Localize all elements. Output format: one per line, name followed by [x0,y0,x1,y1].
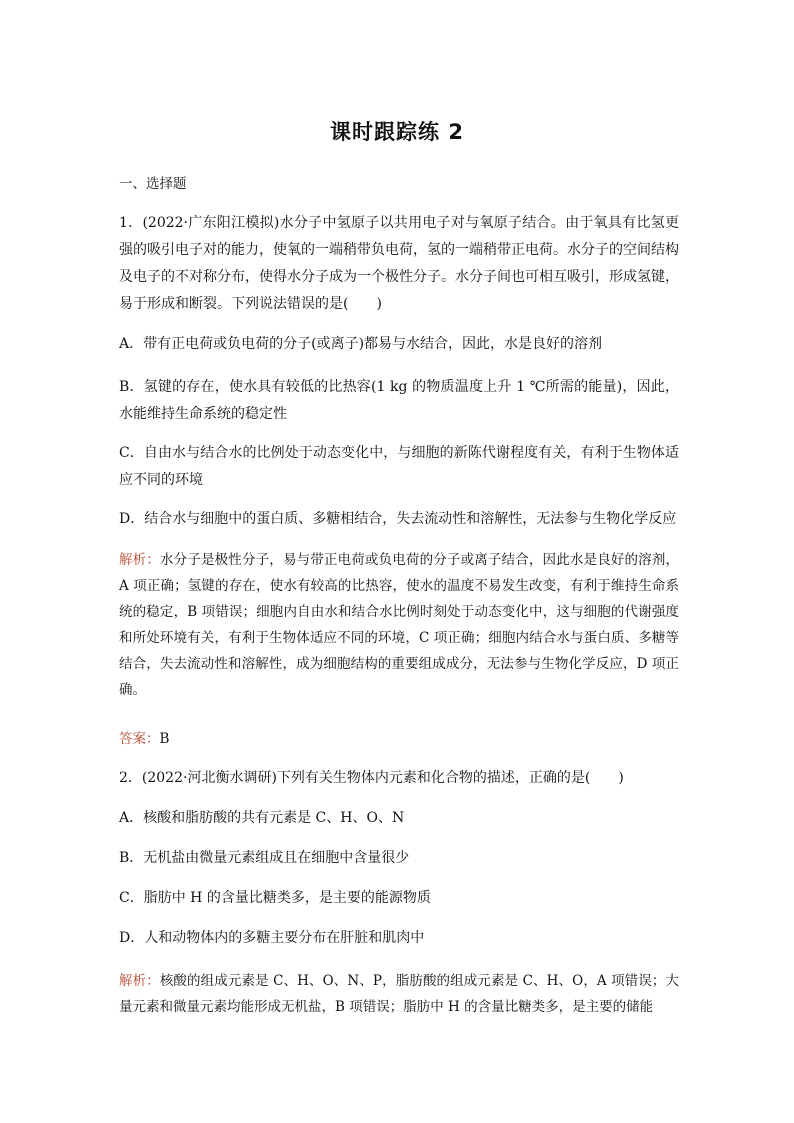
question-2-option-d: D．人和动物体内的多糖主要分布在肝脏和肌肉中 [119,930,425,946]
section-heading: 一、选择题 [119,176,187,192]
question-1-explanation [119,547,679,703]
question-2-option-b: B．无机盐由微量元素组成且在细胞中含量很少 [119,850,410,866]
question-1-stem: 1．(2022·广东阳江模拟)水分子中氢原子以共用电子对与氧原子结合。由于氧具有比氢更强的吸引电子对的能力，使氧的一端稍带负电荷，氢的一端稍带正电荷。水分子的空间结构及电子的不对称分布，使得水分子成为一个极性分子。水分子间也可相互吸引，形成氢键，易于形成和断裂。下列说法错误的是( ) [119,215,679,312]
question-1-option-c: C．自由水与结合水的比例处于动态变化中，与细胞的新陈代谢程度有关，有利于生物体适应不同的环境 [119,445,679,488]
explanation-text: 水分子是极性分子，易与带正电荷或负电荷的分子或离子结合，因此水是良好的溶剂，A 项正确；氢键的存在，使水有较高的比热容，使水的温度不易发生改变，有利于维持生命系统的稳定，B 项错误；细胞内自由水和结合水比例时刻处于动态变化中，这与细胞的代谢强度和所处环境有关，有利于生物体适应不同的环境，C 项正确；细胞内结合水与蛋白质、多糖等结合，失去流动性和溶解性，成为细胞结构的重要组成成分，无法参与生物化学反应，D 项正确。 [119,552,680,698]
question-1-option-d: D．结合水与细胞中的蛋白质、多糖相结合，失去流动性和溶解性，无法参与生物化学反应 [119,511,677,527]
question-2-explanation [119,968,679,1020]
answer-label: 答案： [119,731,160,747]
question-1-option-a: A．带有正电荷或负电荷的分子(或离子)都易与水结合，因此，水是良好的溶剂 [119,336,603,352]
question-2-option-a: A．核酸和脂肪酸的共有元素是 C、H、O、N [119,810,405,826]
answer-value: B [159,731,170,747]
page-title: 课时跟踪练 2 [330,120,464,144]
question-1-answer [119,726,679,752]
explanation-label: 解析： [119,973,160,989]
question-2-option-c: C．脂肪中 H 的含量比糖类多，是主要的能源物质 [119,890,431,906]
question-1-option-b: B．氢键的存在，使水具有较低的比热容(1 kg 的物质温度上升 1 ℃所需的能量)，因此，水能维持生命系统的稳定性 [119,379,679,422]
explanation-text: 核酸的组成元素是 C、H、O、N、P，脂肪酸的组成元素是 C、H、O，A 项错误；大量元素和微量元素均能形成无机盐，B 项错误；脂肪中 H 的含量比糖类多，是主要的储能 [119,973,680,1015]
question-2-stem: 2．(2022·河北衡水调研)下列有关生物体内元素和化合物的描述，正确的是( ) [119,770,624,786]
explanation-label: 解析： [119,552,160,568]
